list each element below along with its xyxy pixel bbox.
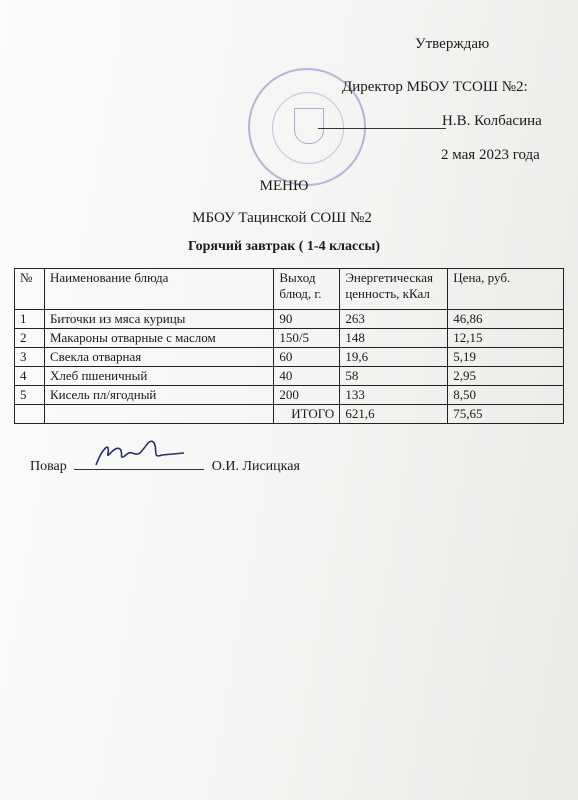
- cell-price: 46,86: [448, 310, 564, 329]
- header-dish: Наименование блюда: [44, 269, 273, 310]
- cell-number: 5: [15, 386, 45, 405]
- approval-heading: Утверждаю: [415, 36, 490, 52]
- cell-energy: 148: [340, 329, 448, 348]
- cook-signature: [74, 431, 204, 471]
- cook-name: О.И. Лисицкая: [211, 459, 300, 474]
- cell-number: 2: [15, 329, 45, 348]
- table-row: [15, 310, 564, 329]
- cell-portion: 150/5: [274, 329, 340, 348]
- approval-director-line: Директор МБОУ ТСОШ №2:: [342, 79, 528, 95]
- cell-portion: 200: [274, 386, 340, 405]
- total-energy: 621,6: [340, 405, 448, 424]
- director-name: Н.В. Колбасина: [442, 113, 542, 129]
- cell-energy: 263: [340, 310, 448, 329]
- cell-dish: Кисель пл/ягодный: [44, 386, 273, 405]
- menu-title: МЕНЮ: [259, 178, 309, 194]
- cell-energy: 19,6: [340, 348, 448, 367]
- table-row: [15, 367, 564, 386]
- cell-number: 3: [15, 348, 45, 367]
- header-portion: Выход блюд, г.: [274, 269, 340, 310]
- table-total-row: [15, 405, 564, 424]
- cell-dish: Биточки из мяса курицы: [44, 310, 273, 329]
- cell-empty: [44, 405, 273, 424]
- cell-price: 12,15: [448, 329, 564, 348]
- cell-empty: [15, 405, 45, 424]
- cell-energy: 58: [340, 367, 448, 386]
- cell-price: 8,50: [448, 386, 564, 405]
- table-row: [15, 329, 564, 348]
- cell-price: 5,19: [448, 348, 564, 367]
- cell-portion: 60: [274, 348, 340, 367]
- cell-price: 2,95: [448, 367, 564, 386]
- meal-title: Горячий завтрак ( 1-4 классы): [187, 239, 381, 254]
- table-row: [15, 386, 564, 405]
- cell-dish: Хлеб пшеничный: [44, 367, 273, 386]
- school-name: МБОУ Тацинской СОШ №2: [192, 210, 372, 226]
- header-price: Цена, руб.: [448, 269, 564, 310]
- cook-signature-block: [30, 455, 300, 475]
- total-label: ИТОГО: [274, 405, 340, 424]
- approval-date: 2 мая 2023 года: [441, 147, 540, 163]
- menu-table: [14, 268, 564, 424]
- cook-signature-line: [74, 455, 204, 470]
- header-number: №: [15, 269, 45, 310]
- total-price: 75,65: [448, 405, 564, 424]
- cook-role: Повар: [30, 459, 67, 474]
- cell-dish: Свекла отварная: [44, 348, 273, 367]
- cell-portion: 90: [274, 310, 340, 329]
- cell-portion: 40: [274, 367, 340, 386]
- cell-dish: Макароны отварные с маслом: [44, 329, 273, 348]
- cell-number: 4: [15, 367, 45, 386]
- header-energy: Энергетическая ценность, кКал: [340, 269, 448, 310]
- approval-block: [248, 0, 578, 170]
- director-signature-line: [318, 128, 446, 129]
- table-header-row: [15, 269, 564, 310]
- table-row: [15, 348, 564, 367]
- cell-energy: 133: [340, 386, 448, 405]
- cell-number: 1: [15, 310, 45, 329]
